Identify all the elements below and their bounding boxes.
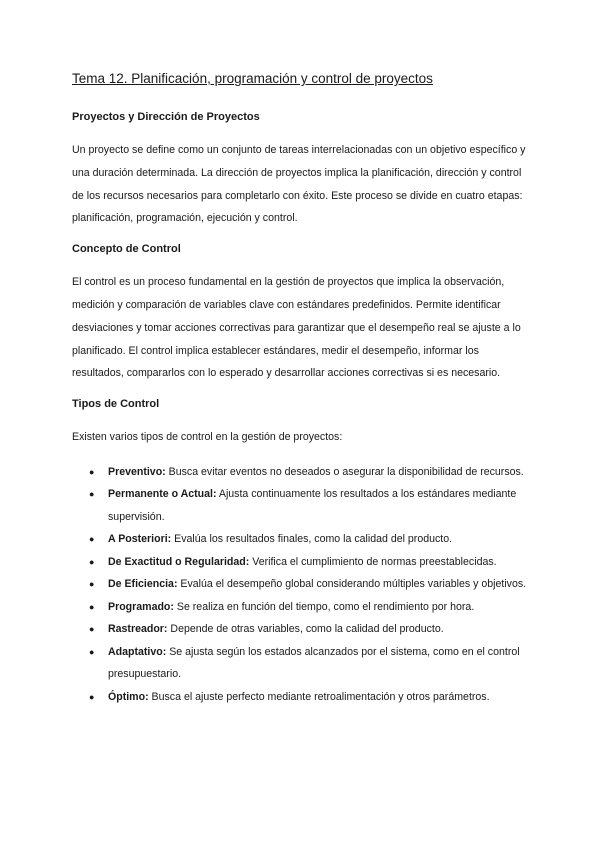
- paragraph-proyectos: Un proyecto se define como un conjunto de tareas interrelacionadas con un objetivo específico y una duración determinada. La dirección de proyectos implica la planificación, dirección y control de los recursos necesarios para completarlo con éxito. Este proceso se divide en cuatro etapas: planificación, programación, ejecución y control.: [72, 144, 526, 225]
- list-item: [72, 596, 532, 619]
- list-item-desc: Ajusta continuamente los resultados a los estándares mediante supervisión.: [108, 488, 517, 523]
- list-item: [72, 461, 532, 484]
- list-item: [72, 483, 532, 528]
- list-item-desc: Busca evitar eventos no deseados o asegurar la disponibilidad de recursos.: [165, 465, 524, 478]
- list-item-desc: Evalúa el desempeño global considerando múltiples variables y objetivos.: [177, 578, 527, 591]
- list-item-desc: Depende de otras variables, como la calidad del producto.: [167, 623, 444, 636]
- list-item: [72, 686, 532, 709]
- list-item: [72, 528, 532, 551]
- list-item-desc: Evalúa los resultados finales, como la calidad del producto.: [171, 533, 453, 546]
- section-heading-proyectos: Proyectos y Dirección de Proyectos: [72, 111, 260, 123]
- list-item-term: De Exactitud o Regularidad:: [108, 555, 250, 568]
- list-item-desc: Verifica el cumplimiento de normas preestablecidas.: [249, 555, 497, 568]
- bullet-icon: ●: [89, 534, 95, 545]
- list-item-desc: Se realiza en función del tiempo, como el rendimiento por hora.: [173, 600, 475, 613]
- list-item-term: A Posteriori:: [108, 533, 172, 546]
- list-item: [72, 573, 532, 596]
- list-item: [72, 641, 532, 686]
- section-heading-tipos: Tipos de Control: [72, 398, 160, 411]
- list-item-term: De Eficiencia:: [108, 578, 178, 591]
- bullet-icon: ●: [89, 579, 95, 590]
- list-item-term: Programado:: [108, 600, 174, 613]
- list-item-term: Óptimo:: [108, 690, 149, 703]
- bullet-icon: ●: [89, 691, 95, 702]
- bullet-icon: ●: [89, 601, 95, 612]
- section-heading-control: Concepto de Control: [72, 243, 181, 256]
- paragraph-control: El control es un proceso fundamental en la gestión de proyectos que implica la observación, medición y comparación de variables clave con estándares predefinidos. Permite identificar desviaciones y tomar acciones correctivas para garantizar que el desempeño real se ajuste a lo planificado. El control implica establecer estándares, medir el desempeño, informar los resultados, compararlos con lo esperado y desarrollar acciones correctivas si es necesario.: [72, 276, 521, 380]
- document-title: Tema 12. Planificación, programación y control de proyectos: [72, 71, 433, 86]
- document-page: [72, 70, 532, 708]
- bullet-icon: ●: [89, 489, 95, 500]
- bullet-icon: ●: [89, 556, 95, 567]
- list-item-term: Permanente o Actual:: [108, 488, 217, 501]
- control-types-list: [72, 461, 532, 709]
- list-item: [72, 551, 532, 574]
- list-item-desc: Busca el ajuste perfecto mediante retroalimentación y otros parámetros.: [148, 690, 490, 703]
- bullet-icon: ●: [89, 466, 95, 477]
- bullet-icon: ●: [89, 646, 95, 657]
- list-item-desc: Se ajusta según los estados alcanzados por el sistema, como en el control presupuestario.: [108, 645, 520, 681]
- list-item-term: Adaptativo:: [108, 645, 167, 658]
- list-item-term: Rastreador:: [108, 623, 168, 636]
- bullet-icon: ●: [89, 624, 95, 635]
- paragraph-tipos-intro: Existen varios tipos de control en la gestión de proyectos:: [72, 431, 343, 444]
- list-item-term: Preventivo:: [108, 465, 166, 478]
- list-item: [72, 618, 532, 641]
